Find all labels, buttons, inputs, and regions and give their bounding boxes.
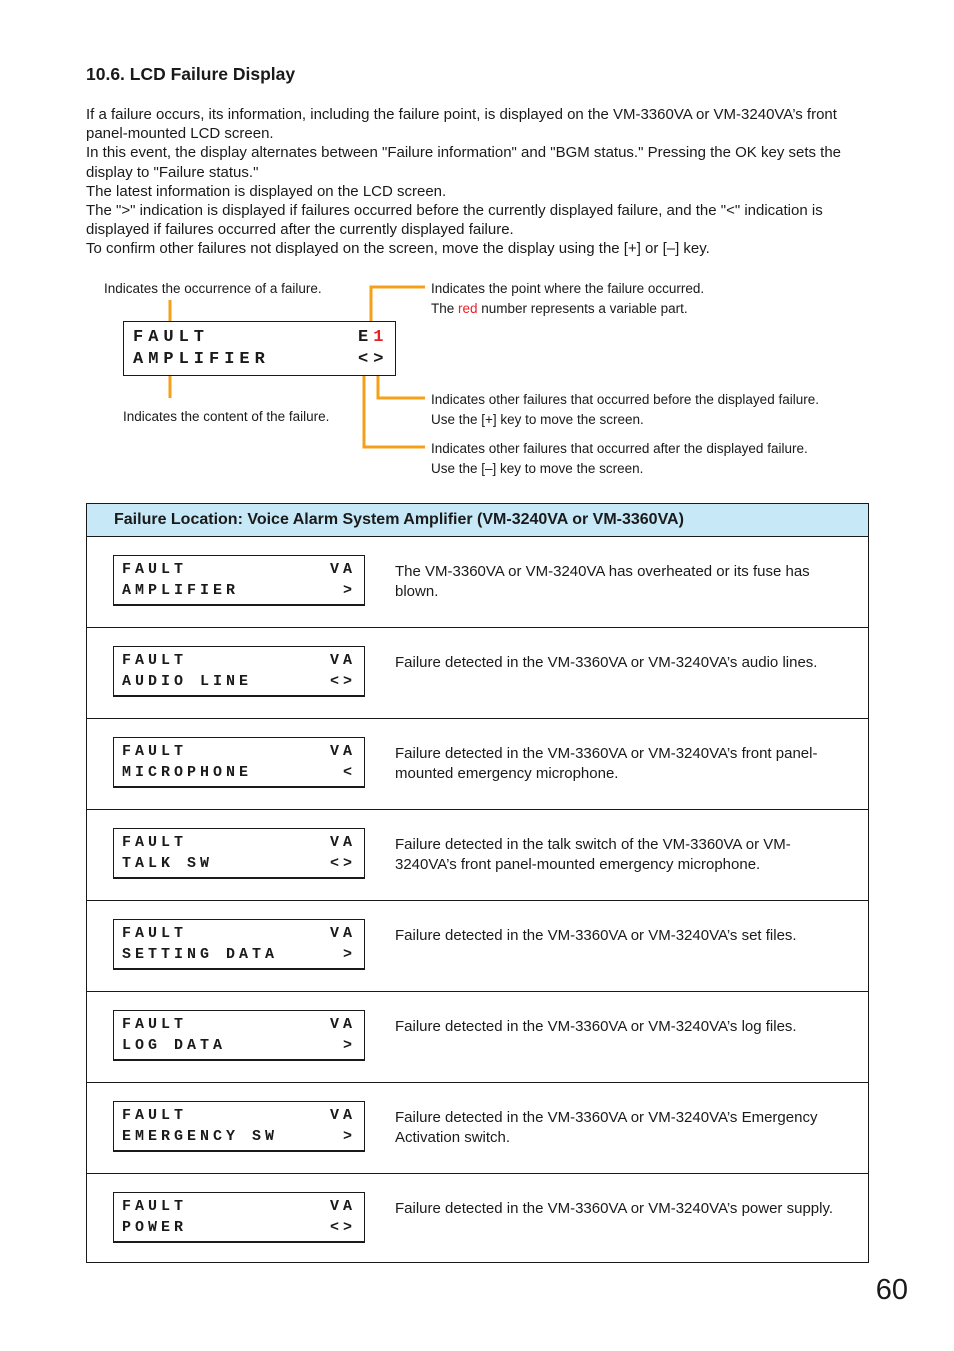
note-before [431, 390, 819, 429]
table-row [87, 1083, 868, 1174]
intro-paragraph: If a failure occurs, its information, including the failure point, is displayed on the VM-3360VA or VM-3240VA’s front panel-mounted LCD screen. [86, 106, 837, 143]
lcd-location: VA [329, 743, 356, 760]
section-heading: 10.6. LCD Failure Display [86, 64, 296, 84]
table-row [87, 628, 868, 719]
lcd-arrows: <> [329, 855, 356, 872]
lcd-line-1: FAULT [122, 1107, 188, 1124]
lcd-location: VA [329, 1107, 356, 1124]
row-description: Failure detected in the VM-3360VA or VM-3240VA’s audio lines. [395, 654, 818, 671]
lcd-example-line-1: FAULT [133, 328, 210, 347]
lcd-line-1: FAULT [122, 1016, 188, 1033]
note-before-line-2: Use the [+] key to move the screen. [431, 411, 644, 427]
lcd-location: VA [329, 1016, 356, 1033]
lcd-arrows: < [342, 764, 356, 781]
callout-point-line [371, 287, 425, 323]
lcd-arrows: <> [329, 673, 356, 690]
intro-paragraph: The ">" indication is displayed if failures occurred before the currently displayed failure, and the "<" indication is displayed if failures occurred after the currently displayed failure. [86, 202, 823, 239]
failure-location-table [86, 503, 869, 1263]
callout-after-line [364, 372, 425, 447]
intro-paragraph: In this event, the display alternates between "Failure information" and "BGM status." Pressing the OK key sets the display to "Failure status." [86, 144, 842, 181]
lcd-display [113, 1192, 365, 1243]
page-number: 60 [875, 1274, 908, 1306]
note-content: Indicates the content of the failure. [123, 409, 330, 424]
intro-paragraph: To confirm other failures not displayed on the screen, move the display using the [+] or [–] key. [86, 240, 710, 258]
lcd-example-display [123, 321, 396, 376]
note-occurrence: Indicates the occurrence of a failure. [104, 281, 322, 296]
lcd-line-1: FAULT [122, 925, 188, 942]
note-point-text: number represents a variable part. [477, 300, 688, 316]
lcd-line-2: TALK SW [122, 855, 214, 872]
note-after-line-2: Use the [–] key to move the screen. [431, 460, 644, 476]
row-description: Failure detected in the VM-3360VA or VM-3240VA’s log files. [395, 1018, 797, 1035]
intro-paragraph: The latest information is displayed on the LCD screen. [86, 182, 447, 200]
note-point [431, 279, 704, 318]
note-after [431, 439, 808, 478]
lcd-example-code-prefix: E [358, 328, 374, 347]
lcd-location: VA [329, 652, 356, 669]
lcd-arrows: > [342, 1128, 356, 1145]
lcd-line-1: FAULT [122, 561, 188, 578]
lcd-example-arrows: <> [358, 350, 389, 369]
lcd-example-line-2: AMPLIFIER [133, 350, 270, 369]
lcd-line-2: SETTING DATA [122, 946, 279, 963]
table-row [87, 719, 868, 810]
lcd-line-2: LOG DATA [122, 1037, 227, 1054]
lcd-display [113, 828, 365, 879]
lcd-line-2: AMPLIFIER [122, 582, 240, 599]
row-description: The VM-3360VA or VM-3240VA has overheated or its fuse has blown. [395, 563, 810, 600]
lcd-line-2: AUDIO LINE [122, 673, 253, 690]
table-row [87, 992, 868, 1083]
table-row [87, 537, 868, 628]
note-point-line-1: Indicates the point where the failure occurred. [431, 281, 705, 296]
lcd-line-2: MICROPHONE [122, 764, 253, 781]
lcd-location: VA [329, 561, 356, 578]
table-row [87, 901, 868, 992]
lcd-arrows: <> [329, 1219, 356, 1236]
table-row [87, 810, 868, 901]
lcd-display [113, 1010, 365, 1061]
lcd-display [113, 737, 365, 788]
lcd-display [113, 1101, 365, 1152]
lcd-arrows: > [342, 946, 356, 963]
lcd-display [113, 646, 365, 697]
lcd-location: VA [329, 925, 356, 942]
row-description: Failure detected in the VM-3360VA or VM-3240VA’s Emergency Activation switch. [395, 1109, 818, 1146]
row-description: Failure detected in the VM-3360VA or VM-3240VA’s power supply. [395, 1200, 834, 1217]
lcd-line-1: FAULT [122, 743, 188, 760]
row-description: Failure detected in the VM-3360VA or VM-3240VA’s front panel-mounted emergency microphone. [395, 745, 818, 782]
table-title: Failure Location: Voice Alarm System Amplifier (VM-3240VA or VM-3360VA) [87, 504, 868, 537]
intro-text [86, 105, 870, 259]
row-description: Failure detected in the VM-3360VA or VM-3240VA’s set files. [395, 927, 797, 944]
note-point-line-2 [431, 299, 704, 319]
note-after-line-1: Indicates other failures that occurred after the displayed failure. [431, 441, 808, 456]
note-before-line-1: Indicates other failures that occurred before the displayed failure. [431, 392, 819, 407]
row-description: Failure detected in the talk switch of the VM-3360VA or VM-3240VA’s front panel-mounted emergency microphone. [395, 836, 791, 873]
lcd-display [113, 919, 365, 970]
lcd-arrows: > [342, 582, 356, 599]
lcd-line-2: POWER [122, 1219, 188, 1236]
lcd-example-code [358, 328, 388, 347]
lcd-line-1: FAULT [122, 652, 188, 669]
lcd-location: VA [329, 834, 356, 851]
lcd-line-1: FAULT [122, 834, 188, 851]
lcd-location: VA [329, 1198, 356, 1215]
note-point-text: The [431, 300, 459, 316]
note-point-red: red [458, 300, 478, 316]
lcd-line-1: FAULT [122, 1198, 188, 1215]
lcd-display [113, 555, 365, 606]
lcd-line-2: EMERGENCY SW [122, 1128, 279, 1145]
lcd-example-code-variable: 1 [373, 328, 389, 347]
lcd-arrows: > [342, 1037, 356, 1054]
table-row [87, 1174, 868, 1264]
